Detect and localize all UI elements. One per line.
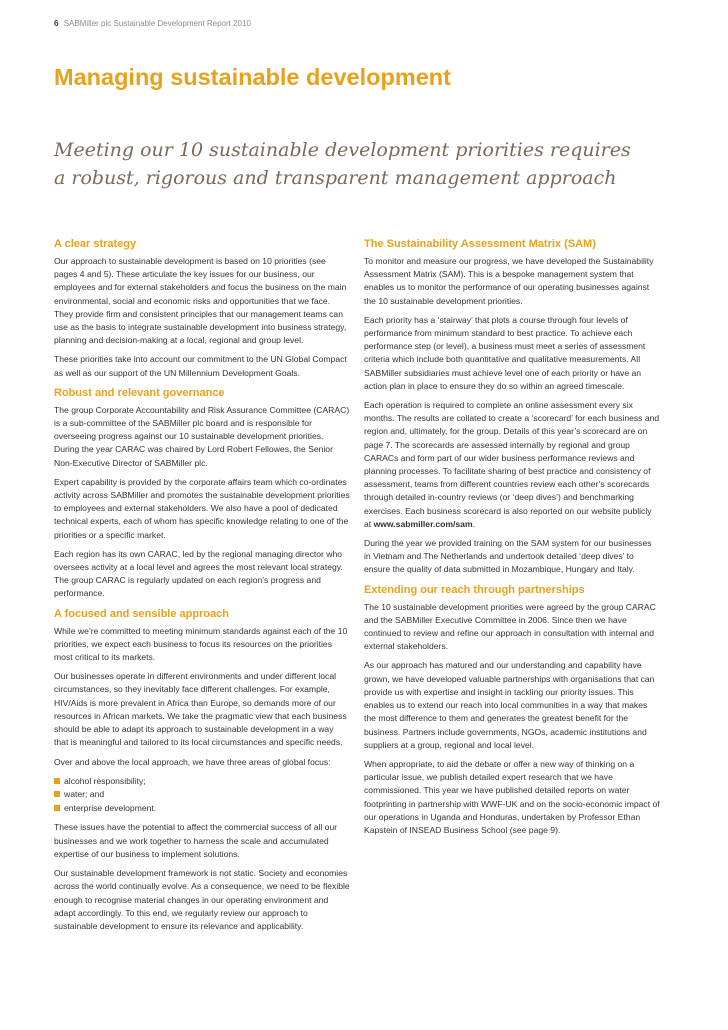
- paragraph: As our approach has matured and our understanding and capability have grown, we have developed valuable partnerships with organisations that can provide us with expertise and insight in tackling our priority issues. This enables us to extend our reach into local communities in a way that makes the most difference to them and generates the greatest benefit for the business. Partners include governments, NGOs, academic institutions and suppliers at a group, regional and local level.: [364, 660, 655, 750]
- section-heading: A clear strategy: [54, 238, 137, 250]
- page-number: 6: [54, 19, 59, 28]
- section-heading: A focused and sensible approach: [54, 607, 230, 620]
- paragraph: Over and above the local approach, we have three areas of global focus:: [54, 756, 331, 767]
- section-focused-approach: [54, 607, 350, 933]
- bullet-square-icon: [54, 805, 60, 811]
- website-link[interactable]: www.sabmiller.com/sam: [373, 518, 473, 529]
- section-heading: Robust and relevant governance: [54, 386, 225, 399]
- page-subtitle: [54, 136, 674, 192]
- focus-areas-list: [54, 775, 350, 816]
- paragraph: Each operation is required to complete an online assessment every six months. The results are collated to create a ‘scorecard’ for each business and region and, ultimately, for the group. Details of this year’s scorecard are on page 7. The scorecards are assessed internally by regional and group CARACs and form part of our wider business performance reviews and planning processes. To facilitate sharing of best practice and consistency of assessment, teams from different countries review each other’s scorecards through detailed in-country reviews (or ‘deep dives’) and benchmarking exercises. Each business scorecard is also reported on our website publicly at www.sabmiller.com/sam.: [364, 400, 660, 529]
- paragraph: These priorities take into account our commitment to the UN Global Compact as well as our support of the UN Millennium Development Goals.: [54, 354, 347, 378]
- section-heading: Extending our reach through partnerships: [364, 583, 585, 596]
- paragraph: Each region has its own CARAC, led by the regional managing director who oversees activity at a local level and agrees the most relevant local strategy. The group CARAC is regularly updated on each region’s progress and performance.: [54, 548, 343, 599]
- paragraph: While we’re committed to meeting minimum standards against each of the 10 priorities, we expect each business to focus its resources on the priorities most critical to its markets.: [54, 625, 348, 663]
- subtitle-line-1: Meeting our 10 sustainable development priorities requires: [54, 139, 631, 161]
- paragraph: Our businesses operate in different environments and under different local circumstances, so they inevitably face different challenges. For example, HIV/Aids is more prevalent in Africa than Europe, so demands more of our resources in African markets. We take the pragmatic view that each business should be able to adapt its approach to sustainable development in a way that is meaningful and tailored to its local circumstances and specific needs.: [54, 671, 347, 748]
- paragraph: These issues have the potential to affect the commercial success of all our businesses and we work together to harness the scale and accumulated expertise of our business to implement solutions.: [54, 822, 338, 859]
- list-item: water; and: [54, 788, 350, 802]
- subtitle-line-2: a robust, rigorous and transparent management approach: [54, 167, 617, 189]
- section-governance: [54, 386, 350, 601]
- bullet-square-icon: [54, 791, 60, 797]
- list-item: enterprise development.: [54, 802, 350, 816]
- section-clear-strategy: [54, 237, 350, 380]
- left-column: [54, 237, 350, 939]
- paragraph: The 10 sustainable development priorities were agreed by the group CARAC and the SABMiller Executive Committee in 2006. Since then we have continued to review and refine our approach in consultation with internal and external stakeholders.: [364, 601, 656, 652]
- section-partnerships: [364, 583, 660, 837]
- paragraph: The group Corporate Accountability and Risk Assurance Committee (CARAC) is a sub-committee of the SABMiller plc board and is responsible for overseeing progress against our 10 sustainable development priorities. During the year CARAC was chaired by Lord Robert Fellowes, the Senior Non-Executive Director of SABMiller plc.: [54, 404, 350, 468]
- report-title: SABMiller plc Sustainable Development Report 2010: [63, 19, 251, 28]
- paragraph: Our approach to sustainable development is based on 10 priorities (see pages 4 and 5). These articulate the key issues for our business, our employees and for external stakeholders and focus the business on the main environmental, social and economic risks and opportunities that we face. They provide firm and consistent principles that our management teams can use as the basis to integrate sustainable development into business strategy, planning and decision-making at a local, regional and group level.: [54, 256, 347, 346]
- page-title: Managing sustainable development: [54, 64, 451, 90]
- list-item: alcohol responsibility;: [54, 775, 350, 789]
- section-heading: The Sustainability Assessment Matrix (SAM): [364, 238, 596, 250]
- right-column: [364, 237, 660, 843]
- paragraph: Each priority has a ‘stairway’ that plots a course through four levels of performance from minimum standard to best practice. To achieve each performance step (or level), a business must meet a series of assessment criteria which include both quantitative and qualitative measurements. All SABMiller subsidiaries must achieve level one of each priority or have an action plan in place to ensure they do so within an agreed timescale.: [364, 314, 646, 391]
- section-sam: [364, 237, 660, 577]
- paragraph: During the year we provided training on the SAM system for our businesses in Vietnam and The Netherlands and undertook detailed ‘deep dives’ to ensure the quality of data submitted in Mozambique, Hungary and Italy.: [364, 538, 652, 575]
- paragraph: To monitor and measure our progress, we have developed the Sustainability Assessment Matrix (SAM). This is a bespoke management system that enables us to monitor the performance of our operating businesses against the 10 sustainable development priorities.: [364, 256, 654, 306]
- paragraph: When appropriate, to aid the debate or offer a new way of thinking on a particular issue, we publish detailed expert research that we have commissioned. This year we have published detailed reports on water footprinting in partnership with WWF-UK and on the socio-economic impact of our operations in Uganda and Honduras, undertaken by Professor Ethan Kapstein of INSEAD Business School (see page 9).: [364, 758, 660, 835]
- paragraph: Our sustainable development framework is not static. Society and economies across the world continually evolve. As a consequence, we need to be flexible enough to recognise material changes in our operating environment and adapt accordingly. To this end, we regularly review our approach to sustainable development to ensure its relevance and applicability.: [54, 868, 350, 931]
- paragraph: Expert capability is provided by the corporate affairs team which co-ordinates activity across SABMiller and promotes the sustainable development priorities to employees and external stakeholders. We also have a pool of dedicated technical experts, each of whom has specific knowledge relating to one of the priorities or a specific market.: [54, 476, 350, 540]
- page-header: [54, 19, 251, 28]
- bullet-square-icon: [54, 778, 60, 784]
